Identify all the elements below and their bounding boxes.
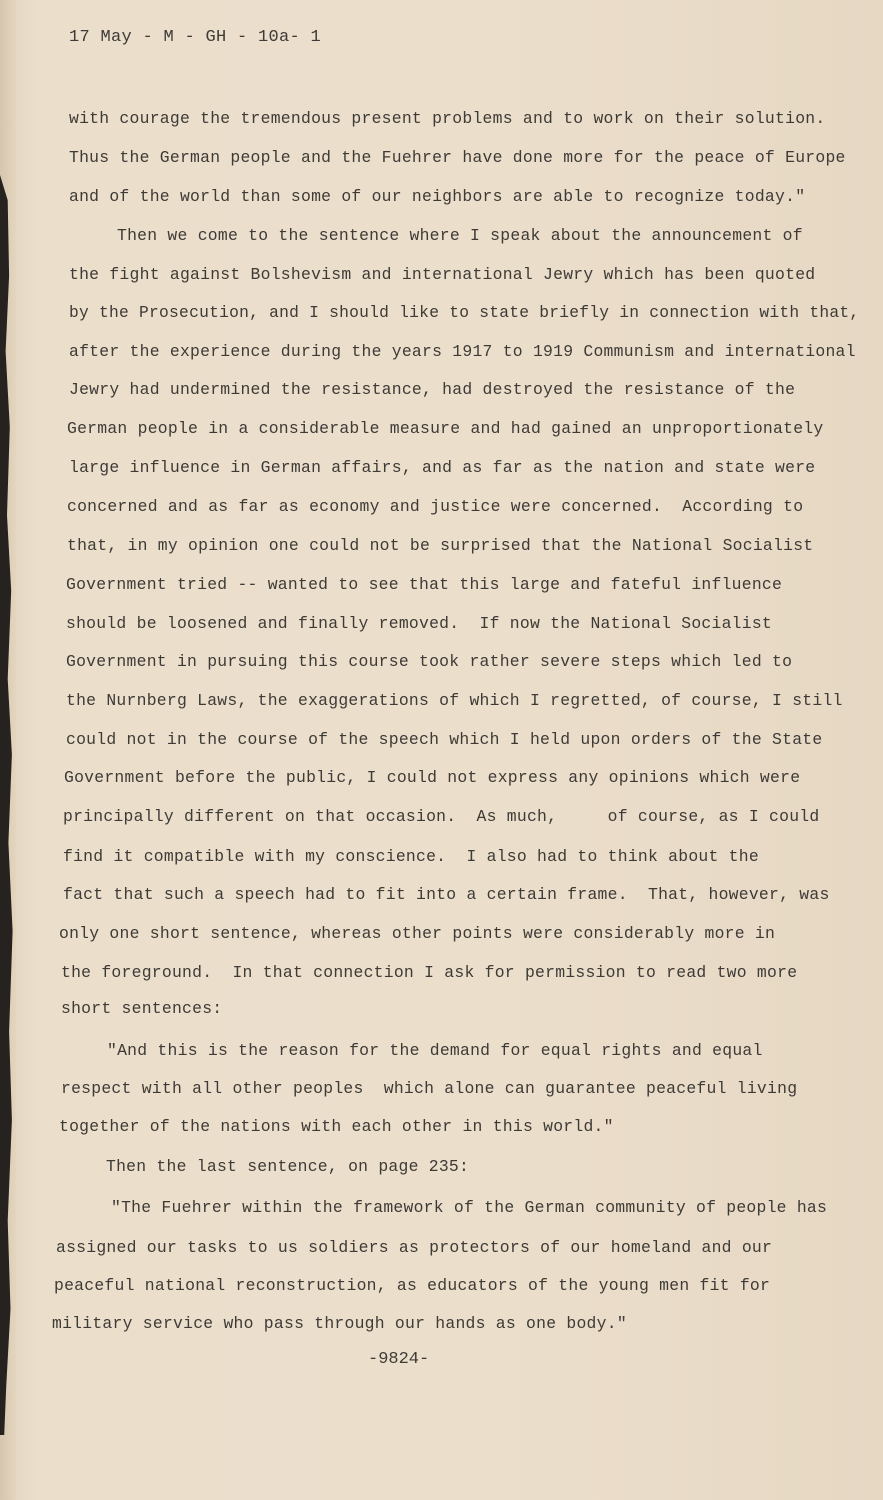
text-line: that, in my opinion one could not be surprised that the National Socialist xyxy=(67,536,814,555)
page-number: -9824- xyxy=(368,1350,430,1369)
text-line: short sentences: xyxy=(61,999,223,1018)
document-header: 17 May - M - GH - 10a- 1 xyxy=(69,28,322,47)
text-line: concerned and as far as economy and justice were concerned. According to xyxy=(67,497,804,516)
text-line: fact that such a speech had to fit into a certain frame. That, however, was xyxy=(63,885,830,904)
text-line: respect with all other peoples which alone can guarantee peaceful living xyxy=(61,1079,798,1098)
text-line: military service who pass through our hands as one body." xyxy=(52,1314,627,1333)
text-line: Then we come to the sentence where I speak about the announcement of xyxy=(117,226,803,245)
text-line: Jewry had undermined the resistance, had destroyed the resistance of the xyxy=(69,380,796,399)
text-line: "And this is the reason for the demand for equal rights and equal xyxy=(107,1041,763,1060)
text-line: should be loosened and finally removed. If now the National Socialist xyxy=(66,614,773,633)
text-line: Thus the German people and the Fuehrer have done more for the peace of Europe xyxy=(69,148,846,167)
text-line: with courage the tremendous present problems and to work on their solution. xyxy=(69,109,826,128)
text-line: the foreground. In that connection I ask for permission to read two more xyxy=(61,963,798,982)
text-line: the fight against Bolshevism and international Jewry which has been quoted xyxy=(69,265,816,284)
text-line: and of the world than some of our neighbors are able to recognize today." xyxy=(69,187,806,206)
text-line: German people in a considerable measure and had gained an unproportionately xyxy=(67,419,824,438)
text-line: only one short sentence, whereas other points were considerably more in xyxy=(59,924,776,943)
text-line: Government before the public, I could not express any opinions which were xyxy=(64,768,801,787)
text-line: assigned our tasks to us soldiers as protectors of our homeland and our xyxy=(56,1238,773,1257)
text-line: Government in pursuing this course took rather severe steps which led to xyxy=(66,652,793,671)
text-line: together of the nations with each other in this world." xyxy=(59,1117,614,1136)
text-line: Government tried -- wanted to see that this large and fateful influence xyxy=(66,575,783,594)
text-line: "The Fuehrer within the framework of the German community of people has xyxy=(111,1198,828,1217)
text-line: large influence in German affairs, and as far as the nation and state were xyxy=(69,458,816,477)
text-line: by the Prosecution, and I should like to state briefly in connection with that, xyxy=(69,303,860,322)
text-line: peaceful national reconstruction, as educators of the young men fit for xyxy=(54,1276,771,1295)
text-line: the Nurnberg Laws, the exaggerations of which I regretted, of course, I still xyxy=(66,691,843,710)
text-line: principally different on that occasion. As much, of course, as I could xyxy=(63,807,820,826)
text-line: find it compatible with my conscience. I also had to think about the xyxy=(63,847,759,866)
text-line: could not in the course of the speech which I held upon orders of the State xyxy=(66,730,823,749)
text-line: Then the last sentence, on page 235: xyxy=(106,1157,470,1176)
text-line: after the experience during the years 1917 to 1919 Communism and international xyxy=(69,342,856,361)
